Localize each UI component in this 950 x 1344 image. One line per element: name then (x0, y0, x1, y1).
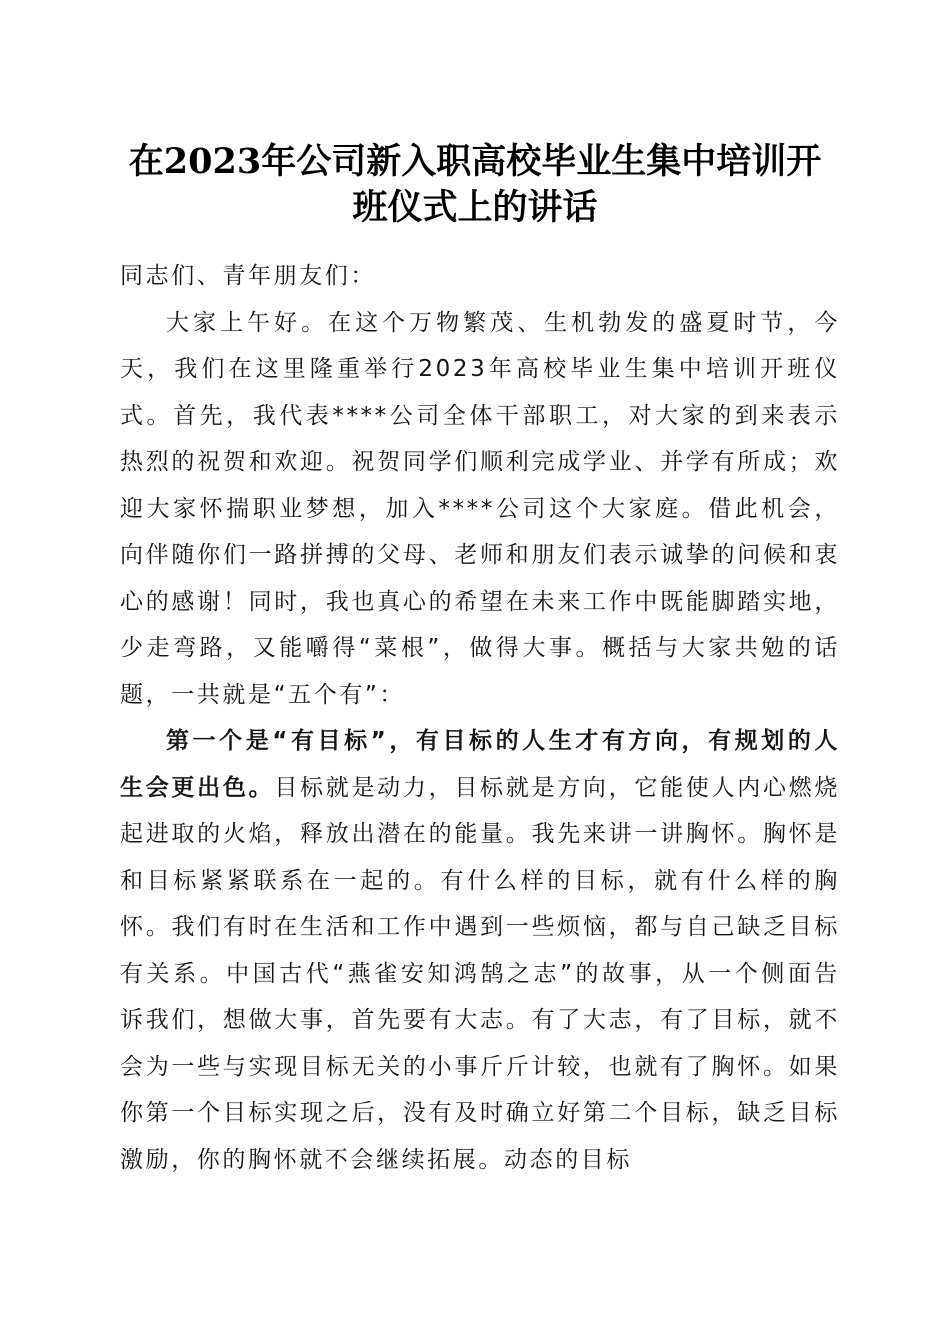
paragraph-goal-lead: 第一个是“有目标”，有目标的人生才有方向，有规划的人生会更出色。 (120, 728, 840, 801)
document-title-line-1: 在2023年公司新入职高校毕业生集中培训开 (128, 141, 822, 182)
paragraph-goal (120, 718, 840, 1183)
salutation: 同志们、青年朋友们： (120, 263, 376, 289)
document-title-line-2: 班仪式上的讲话 (352, 187, 598, 228)
paragraph-goal-body: 目标就是动力，目标就是方向，它能使人内心燃烧起进取的火焰，释放出潜在的能量。我先来讲一讲胸怀。胸怀是和目标紧紧联系在一起的。有什么样的目标，就有什么样的胸怀。我们有时在生活和工作中遇到一些烦恼，都与自己缺乏目标有关系。中国古代“燕雀安知鸿鹄之志”的故事，从一个侧面告诉我们，想做大事，首先要有大志。有了大志，有了目标，就不会为一些与实现目标无关的小事斤斤计较，也就有了胸怀。如果你第一个目标实现之后，没有及时确立好第二个目标，缺乏目标激励，你的胸怀就不会继续拓展。动态的目标 (120, 774, 840, 1173)
document-body (120, 253, 840, 1183)
paragraph-opening: 大家上午好。在这个万物繁茂、生机勃发的盛夏时节，今天，我们在这里隆重举行2023年高校毕业生集中培训开班仪式。首先，我代表****公司全体干部职工，对大家的到来表示热烈的祝贺和欢迎。祝贺同学们顺利完成学业、并学有所成；欢迎大家怀揣职业梦想，加入****公司这个大家庭。借此机会，向伴随你们一路拼搏的父母、老师和朋友们表示诚挚的问候和衷心的感谢！同时，我也真心的希望在未来工作中既能脚踏实地，少走弯路，又能嚼得“菜根”，做得大事。概括与大家共勉的话题，一共就是“五个有”： (120, 309, 840, 708)
